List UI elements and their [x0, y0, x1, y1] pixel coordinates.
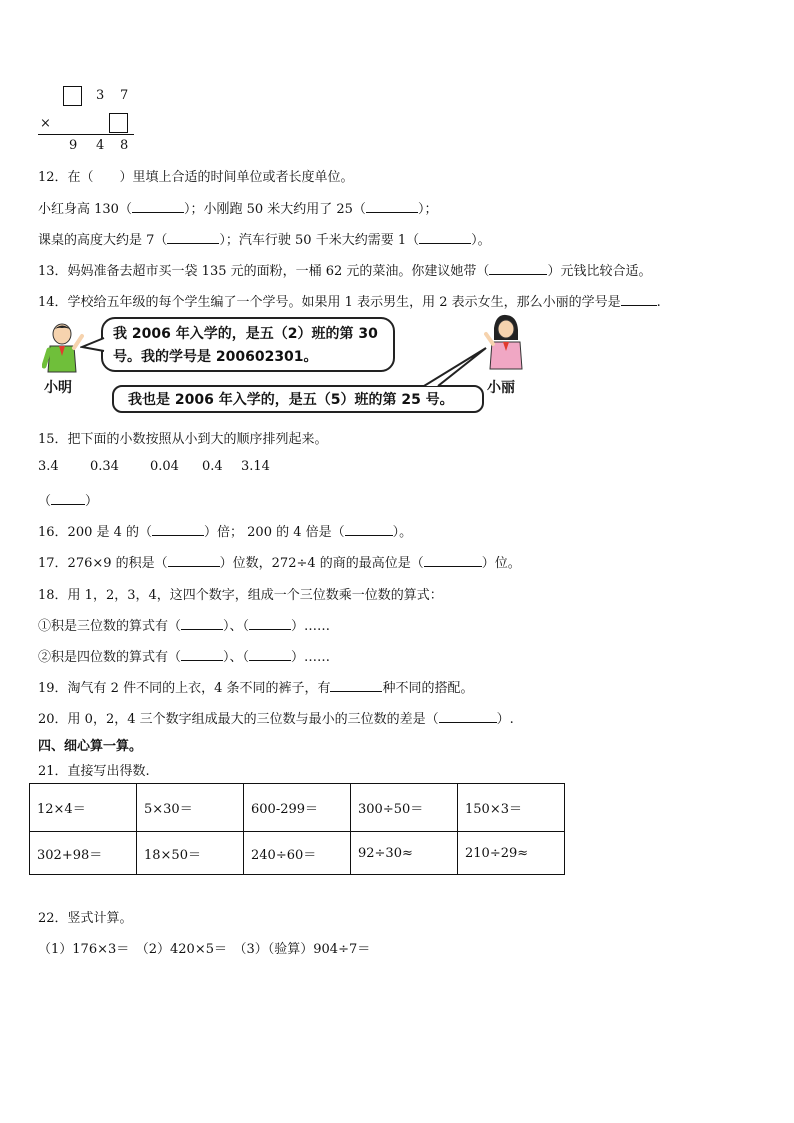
answer-blank[interactable]: [167, 231, 219, 244]
calc-cell[interactable]: 150×3＝: [458, 784, 565, 832]
text: 20．用 0，2，4 三个数字组成最大的三位数与最小的三位数的差是（: [38, 712, 439, 727]
text: ）；小刚跑 50 米大约用了 25（: [183, 202, 366, 217]
number: 0.04: [150, 459, 179, 474]
text: ）位数，272÷4 的商的最高位是（: [219, 556, 424, 571]
text: 16．200 是 4 的（: [38, 525, 153, 540]
number: 3.14: [241, 459, 270, 474]
answer-blank[interactable]: [181, 617, 223, 630]
calc-cell[interactable]: 92÷30≈: [351, 832, 458, 875]
girl-figure-icon: [484, 314, 526, 370]
blank-box-multiplier[interactable]: [109, 113, 128, 133]
text: 19．淘气有 2 件不同的上衣，4 条不同的裤子，有: [38, 681, 331, 696]
digit: 9: [69, 138, 78, 153]
text: 小红身高 130（: [38, 202, 132, 217]
table-row: [30, 832, 565, 875]
text: 14．学校给五年级的每个学生编了一个学号。如果用 1 表示男生，用 2 表示女生，那么小丽的学号是: [38, 295, 621, 310]
text: ）: [85, 494, 99, 509]
q16: [38, 521, 412, 540]
girl-name: 小丽: [487, 380, 515, 396]
q14: [38, 291, 661, 310]
answer-blank[interactable]: [345, 523, 393, 536]
q15-stem: 15．把下面的小数按照从小到大的顺序排列起来。: [38, 432, 328, 447]
answer-blank[interactable]: [168, 554, 220, 567]
q15-answer: [38, 490, 98, 509]
text: ）元钱比较合适。: [547, 264, 652, 279]
text: ）、（: [223, 650, 250, 665]
text: ）、（: [223, 619, 250, 634]
digit: 3: [96, 88, 105, 103]
calc-cell[interactable]: 302+98＝: [30, 832, 137, 875]
digit: 4: [96, 138, 105, 153]
number: 0.34: [90, 459, 119, 474]
text: 13．妈妈准备去超市买一袋 135 元的面粉，一桶 62 元的菜油。你建议她带（: [38, 264, 490, 279]
answer-blank[interactable]: [330, 679, 382, 692]
q12-stem: 12．在（ ）里填上合适的时间单位或者长度单位。: [38, 170, 354, 185]
q18-line2: [38, 646, 330, 665]
q17: [38, 552, 521, 571]
q19: [38, 677, 474, 696]
answer-blank[interactable]: [419, 231, 471, 244]
calc-cell[interactable]: 5×30＝: [137, 784, 244, 832]
calc-cell[interactable]: 300÷50＝: [351, 784, 458, 832]
times-sign: ×: [40, 116, 51, 131]
text: ）倍； 200 的 4 倍是（: [204, 525, 345, 540]
answer-blank[interactable]: [439, 710, 497, 723]
q18-stem: 18．用 1，2，3，4，这四个数字，组成一个三位数乘一位数的算式：: [38, 588, 443, 603]
number: 0.4: [202, 459, 223, 474]
text: ②积是四位数的算式有（: [38, 650, 182, 665]
answer-blank[interactable]: [489, 262, 547, 275]
answer-blank[interactable]: [424, 554, 482, 567]
answer-blank[interactable]: [51, 492, 85, 505]
q15-numbers: [38, 459, 270, 474]
table-row: [30, 784, 565, 832]
text: 课桌的高度大约是 7（: [38, 233, 168, 248]
bubble-tail-icon: [420, 342, 490, 390]
text: ）……: [291, 650, 331, 665]
text: ）.: [496, 712, 514, 727]
bubble-text: 我 2006 年入学的，是五（2）班的第 30 号。我的学号是 200602301。: [113, 326, 378, 365]
answer-blank[interactable]: [181, 648, 223, 661]
digit: 7: [120, 88, 129, 103]
text: ①积是三位数的算式有（: [38, 619, 182, 634]
calc-cell[interactable]: 12×4＝: [30, 784, 137, 832]
calc-cell[interactable]: 18×50＝: [137, 832, 244, 875]
answer-blank[interactable]: [249, 648, 291, 661]
q12-line2: [38, 229, 491, 248]
number: 3.4: [38, 459, 59, 474]
text: .: [656, 295, 661, 310]
answer-blank[interactable]: [132, 200, 184, 213]
blank-box-top[interactable]: [63, 86, 82, 106]
text: ）；汽车行驶 50 千米大约需要 1（: [219, 233, 420, 248]
calc-cell[interactable]: 600-299＝: [244, 784, 351, 832]
speech-bubble-boy: [101, 317, 395, 372]
text: ）。: [471, 233, 491, 248]
answer-blank[interactable]: [621, 293, 657, 306]
bubble-text: 我也是 2006 年入学的，是五（5）班的第 25 号。: [128, 392, 454, 408]
q12-line1: [38, 198, 437, 217]
calc-table: [29, 783, 565, 875]
q20: [38, 708, 514, 727]
text: ）；: [417, 202, 438, 217]
q18-line1: [38, 615, 330, 634]
text: ）位。: [481, 556, 521, 571]
q22-items: （1）176×3＝ （2）420×5＝ （3）（验算）904÷7＝: [38, 942, 371, 957]
text: ）……: [291, 619, 331, 634]
section-heading: 四、细心算一算。: [38, 739, 143, 754]
calc-cell[interactable]: 240÷60＝: [244, 832, 351, 875]
digit: 8: [120, 138, 129, 153]
calc-cell[interactable]: 210÷29≈: [458, 832, 565, 875]
vertical-multiplication: [38, 84, 138, 156]
answer-blank[interactable]: [366, 200, 418, 213]
answer-blank[interactable]: [249, 617, 291, 630]
text: 17．276×9 的积是（: [38, 556, 168, 571]
boy-figure-icon: [42, 322, 84, 374]
answer-blank[interactable]: [152, 523, 204, 536]
text: ）。: [392, 525, 413, 540]
boy-name: 小明: [44, 380, 72, 396]
bubble-tail-icon: [80, 335, 110, 355]
text: （: [38, 494, 52, 509]
divider-line: [38, 134, 134, 135]
text: 种不同的搭配。: [382, 681, 474, 696]
q21-stem: 21．直接写出得数.: [38, 764, 150, 779]
q22-stem: 22．竖式计算。: [38, 911, 133, 926]
q13: [38, 260, 651, 279]
